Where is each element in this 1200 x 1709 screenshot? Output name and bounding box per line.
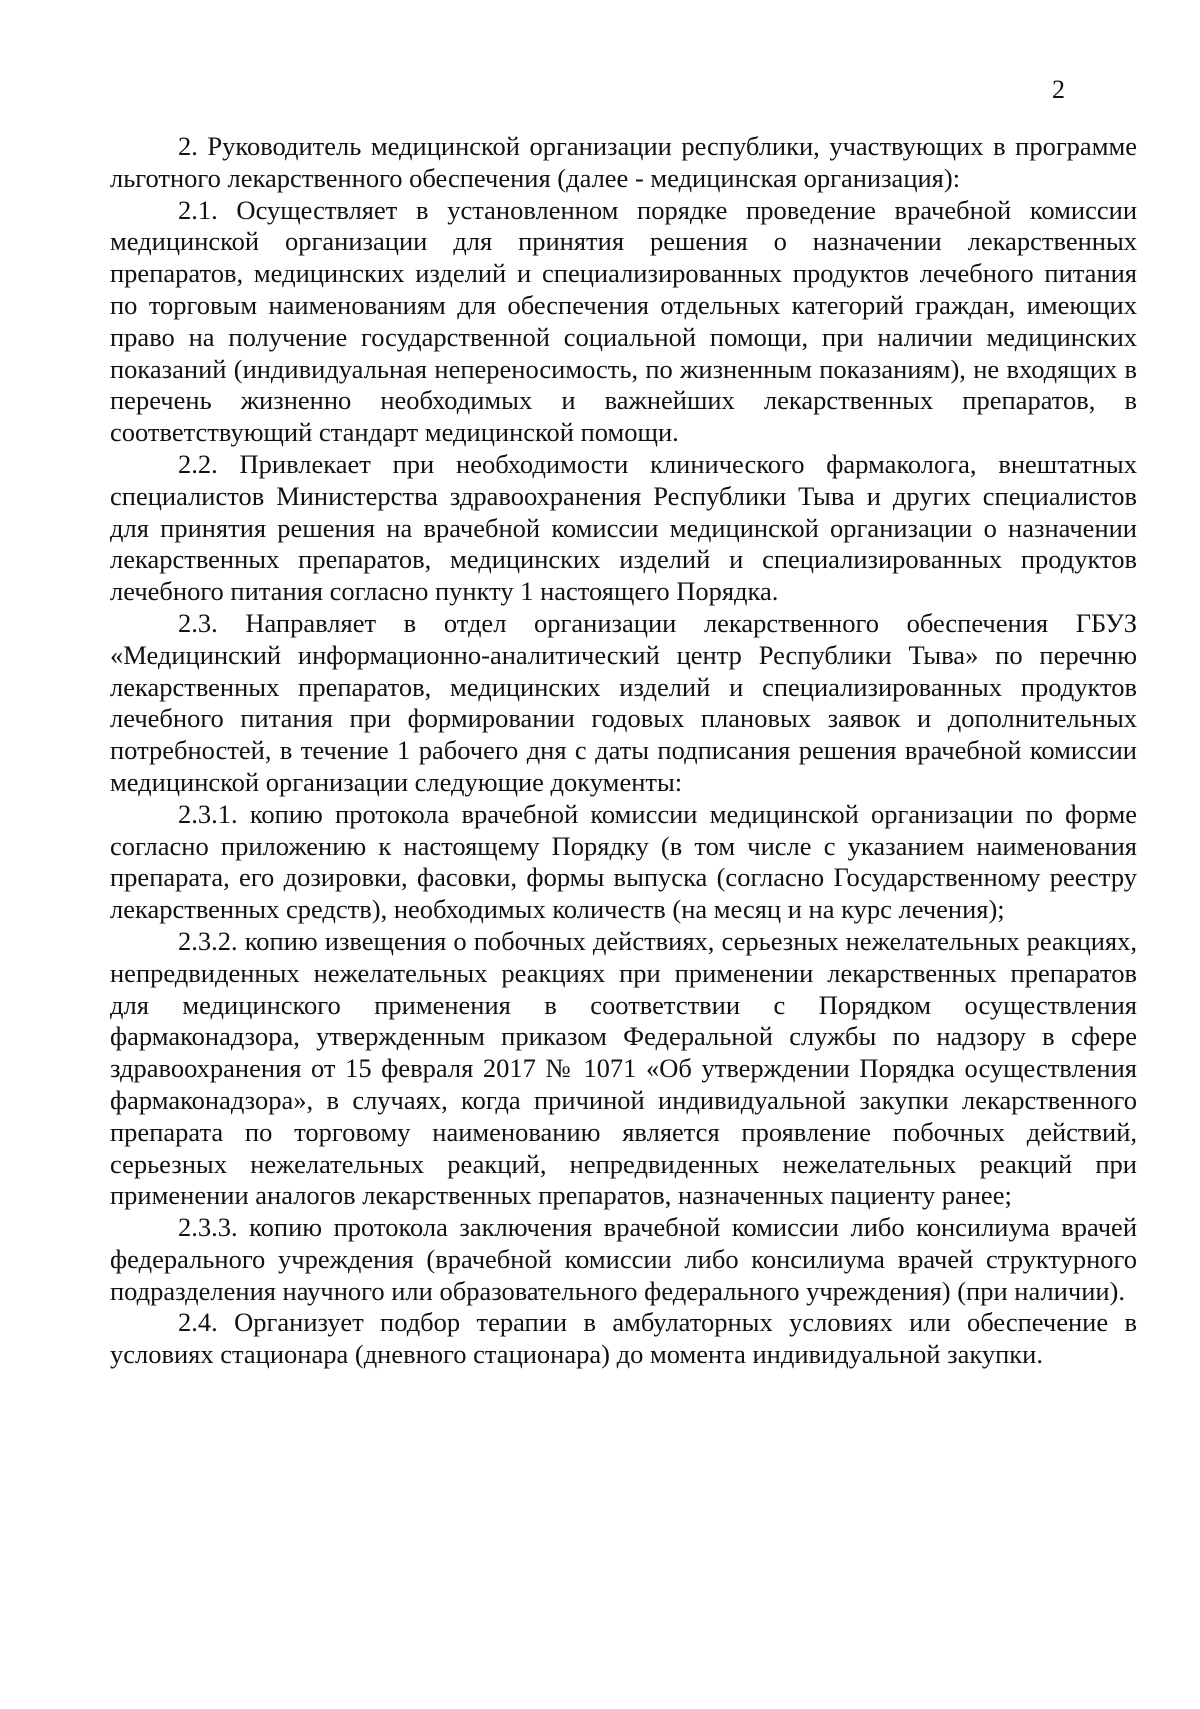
page-number: 2 (1052, 75, 1065, 104)
paragraph-2-3: 2.3. Направляет в отдел организации лекарственного обеспечения ГБУЗ «Медицинский информационно-аналитический центр Республики Тыва» по перечню лекарственных препаратов, медицинских изделий и специализированных продуктов лечебного питания при формировании годовых плановых заявок и дополнительных потребностей, в течение 1 рабочего дня с даты подписания решения врачебной комиссии медицинской организации следующие документы: (110, 607, 1137, 797)
paragraph-2-3-2: 2.3.2. копию извещения о побочных действиях, серьезных нежелательных реакциях, непредвиденных нежелательных реакциях при применении лекарственных препаратов для медицинского применения в соответствии с Порядком осуществления фармаконадзора, утвержденным приказом Федеральной службы по надзору в сфере здравоохранения от 15 февраля 2017 № 1071 «Об утверждении Порядка осуществления фармаконадзора», в случаях, когда причиной индивидуальной закупки лекарственного препарата по торговому наименованию является проявление побочных действий, серьезных нежелательных реакций, непредвиденных нежелательных реакций при применении аналогов лекарственных препаратов, назначенных пациенту ранее; (110, 925, 1137, 1211)
paragraph-2-1: 2.1. Осуществляет в установленном порядке проведение врачебной комиссии медицинской организации для принятия решения о назначении лекарственных препаратов, медицинских изделий и специализированных продуктов лечебного питания по торговым наименованиям для обеспечения отдельных категорий граждан, имеющих право на получение государственной социальной помощи, при наличии медицинских показаний (индивидуальная непереносимость, по жизненным показаниям), не входящих в перечень жизненно необходимых и важнейших лекарственных препаратов, в соответствующий стандарт медицинской помощи. (110, 194, 1137, 448)
paragraph-2-4: 2.4. Организует подбор терапии в амбулаторных условиях или обеспечение в условиях стационара (дневного стационара) до момента индивидуальной закупки. (110, 1307, 1137, 1370)
paragraph-2: 2. Руководитель медицинской организации республики, участвующих в программе льготного лекарственного обеспечения (далее - медицинская организация): (110, 131, 1137, 193)
paragraph-2-3-1: 2.3.1. копию протокола врачебной комиссии медицинской организации по форме согласно приложению к настоящему Порядку (в том числе с указанием наименования препарата, его дозировки, фасовки, формы выпуска (согласно Государственному реестру лекарственных средств), необходимых количеств (на месяц и на курс лечения); (110, 798, 1137, 925)
paragraph-2-3-3: 2.3.3. копию протокола заключения врачебной комиссии либо консилиума врачей федерального учреждения (врачебной комиссии либо консилиума врачей структурного подразделения научного или образовательного федерального учреждения) (при наличии). (110, 1212, 1137, 1306)
document-body (110, 131, 1137, 1371)
paragraph-2-2: 2.2. Привлекает при необходимости клинического фармаколога, внештатных специалистов Министерства здравоохранения Республики Тыва и других специалистов для принятия решения на врачебной комиссии медицинской организации о назначении лекарственных препаратов, медицинских изделий и специализированных продуктов лечебного питания согласно пункту 1 настоящего Порядка. (110, 448, 1137, 607)
